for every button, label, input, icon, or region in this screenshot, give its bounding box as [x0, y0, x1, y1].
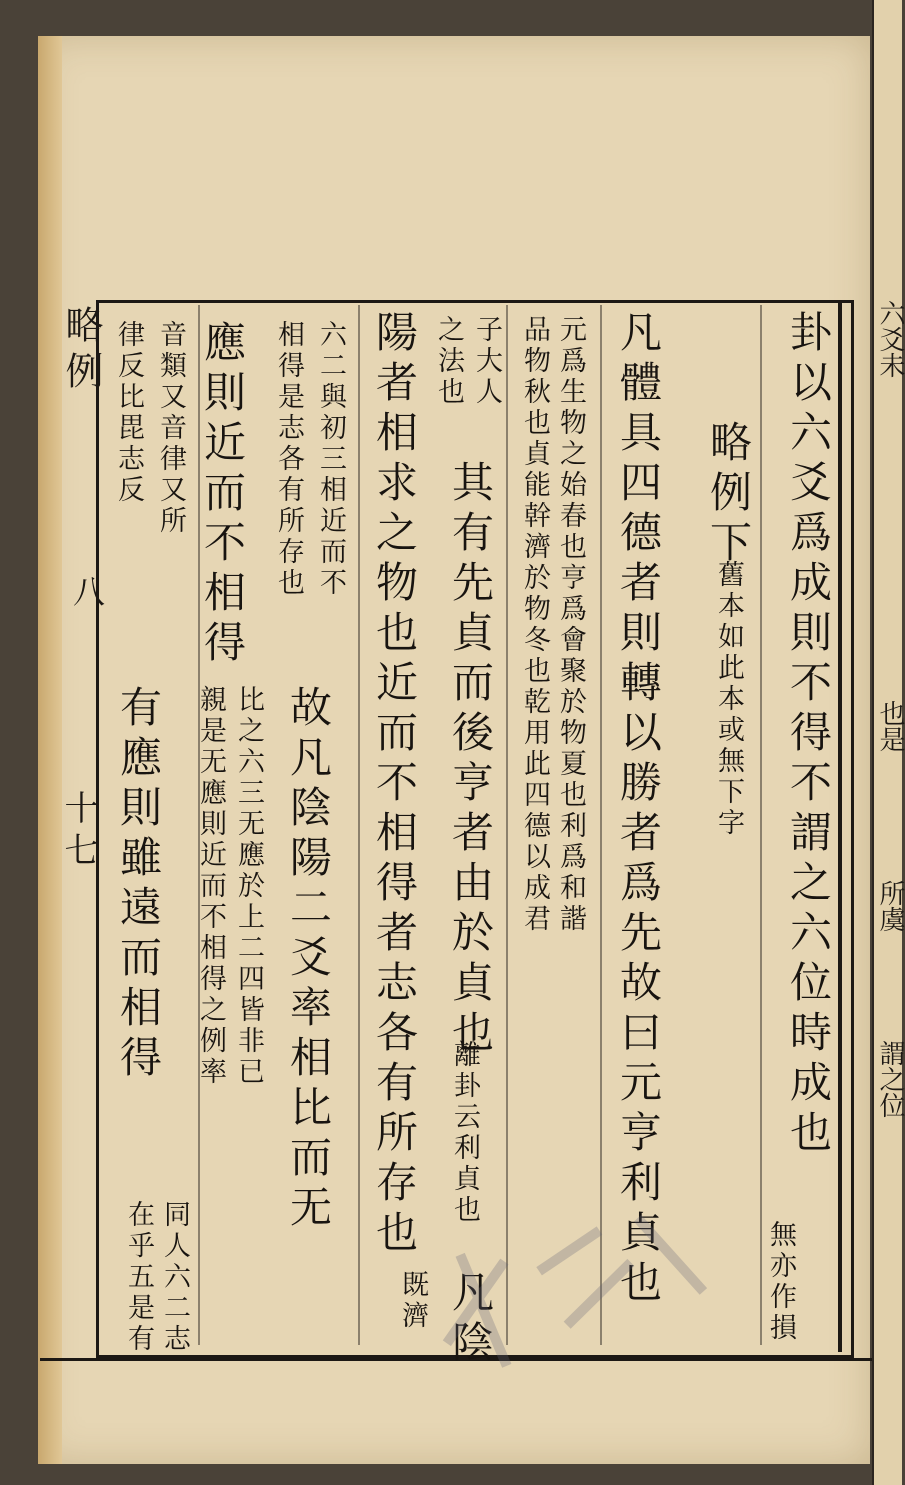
commentary-column: 六二與初三相近而不	[315, 320, 346, 599]
commentary-column: 元爲生物之始春也亨爲會聚於物夏也利爲和諧	[555, 315, 586, 935]
adjacent-page-text: 也是	[875, 700, 905, 752]
adjacent-page-text: 謂之位	[875, 1040, 905, 1118]
commentary-column: 子大人	[471, 315, 502, 408]
page-edge	[38, 36, 62, 1464]
adjacent-page-text: 所虞	[875, 880, 905, 932]
margin-mark: 八	[68, 575, 106, 615]
text-column: 卦以六爻爲成則不得不謂之六位時成也	[784, 310, 833, 1160]
text-annotation: 無亦作損	[765, 1220, 796, 1344]
inner-rule	[760, 305, 762, 1345]
commentary-column: 音類又音律又所	[155, 320, 186, 537]
text-annotation: 離卦云利貞也	[449, 1040, 480, 1226]
text-column: 應則近而不相得	[198, 320, 247, 670]
commentary-column: 律反比毘志反	[113, 320, 144, 506]
text-annotation: 既濟	[397, 1270, 428, 1332]
margin-title: 略例	[59, 305, 103, 397]
commentary-column: 比之六三无應於上二四皆非已	[233, 685, 264, 1088]
text-column: 其有先貞而後亨者由於貞也	[446, 460, 495, 1060]
commentary-column: 相得是志各有所存也	[273, 320, 304, 599]
text-column: 有應則雖遠而相得	[114, 685, 163, 1085]
adjacent-page	[872, 0, 905, 1485]
library-stamp-icon	[400, 1180, 760, 1420]
inner-rule	[358, 305, 360, 1345]
text-annotation: 同人六二志	[159, 1200, 190, 1355]
text-column: 陽者相求之物也近而不相得者志各有所存也	[370, 310, 419, 1260]
commentary-column: 之法也	[433, 315, 464, 408]
text-column: 凡陰	[446, 1270, 495, 1370]
commentary-column: 品物秋也貞能幹濟於物冬也乾用此四德以成君	[519, 315, 550, 935]
frame-double-rule	[838, 300, 842, 1352]
text-column: 凡體具四德者則轉以勝者爲先故曰元亨利貞也	[614, 310, 663, 1310]
text-annotation: 舊本如此本或無下字	[713, 560, 744, 839]
commentary-column: 親是无應則近而不相得之例率	[195, 685, 226, 1088]
text-annotation: 在乎五是有	[123, 1200, 154, 1355]
adjacent-page-text: 六爻未	[875, 300, 905, 378]
text-column: 故凡陰陽二爻率相比而无	[284, 685, 333, 1235]
text-column: 略例下	[704, 420, 753, 570]
page-number: 十七	[58, 790, 98, 874]
